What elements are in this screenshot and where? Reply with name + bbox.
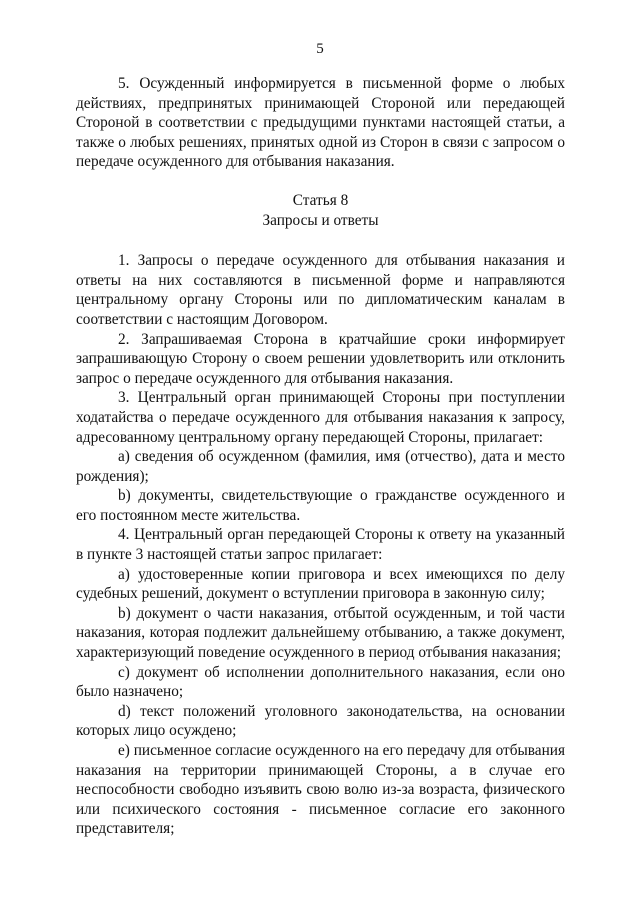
document-body bbox=[76, 74, 565, 839]
page-number: 5 bbox=[316, 41, 324, 57]
paragraph-item-2: 2. Запрашиваемая Сторона в кратчайшие сроки информирует запрашивающую Сторону о своем решении удовлетворить или отклонить запрос о передаче осужденного для отбывания наказания. bbox=[76, 330, 565, 387]
paragraph-item-1: 1. Запросы о передаче осужденного для отбывания наказания и ответы на них составляются в письменной форме и направляются центральному органу Стороны или по дипломатическим каналам в соответствии с настоящим Договором. bbox=[76, 252, 565, 328]
paragraph-item-3: 3. Центральный орган принимающей Стороны при поступлении ходатайства о передаче осужденного для отбывания наказания к запросу, адресованному центральному органу передающей Стороны, прилагает: bbox=[76, 389, 565, 446]
article-number: Статья 8 bbox=[292, 191, 349, 209]
article-title: Запросы и ответы bbox=[262, 211, 379, 229]
paragraph-item-4e: e) письменное согласие осужденного на его передачу для отбывания наказания на территории принимающей Стороны, а в случае его неспособности свободно изъявить свою волю из-за возраста, физического или психического состояния - письменное согласие его законного представителя; bbox=[76, 742, 565, 838]
paragraph-item-3a: а) сведения об осужденном (фамилия, имя (отчество), дата и место рождения); bbox=[76, 448, 565, 485]
spacer bbox=[76, 230, 565, 251]
spacer bbox=[76, 172, 565, 191]
paragraph-item-4c: c) документ об исполнении дополнительного наказания, если оно было назначено; bbox=[76, 663, 565, 701]
paragraph-item-4a: а) удостоверенные копии приговора и всех имеющихся по делу судебных решений, документ о вступлении приговора в законную силу; bbox=[76, 565, 565, 603]
paragraph-item-4d: d) текст положений уголовного законодательства, на основании которых лицо осуждено; bbox=[76, 702, 565, 740]
paragraph-item-4b: b) документ о части наказания, отбытой осужденным, и той части наказания, которая подлежит дальнейшему отбыванию, а также документ, характеризующий поведение осужденного в период отбывания наказания; bbox=[76, 604, 565, 662]
article-7-item-5: 5. Осужденный информируется в письменной форме о любых действиях, предпринятых принимающей Стороной или передающей Стороной в соответствии с предыдущими пунктами настоящей статьи, а также о любых решениях, принятых одной из Сторон в связи с запросом о передаче осужденного для отбывания наказания. bbox=[76, 75, 565, 171]
paragraph-item-4: 4. Центральный орган передающей Стороны к ответу на указанный в пункте 3 настоящей статьи запрос прилагает: bbox=[76, 526, 565, 564]
paragraph-item-3b: b) документы, свидетельствующие о гражданстве осужденного и его постоянном месте жительства. bbox=[76, 487, 565, 524]
